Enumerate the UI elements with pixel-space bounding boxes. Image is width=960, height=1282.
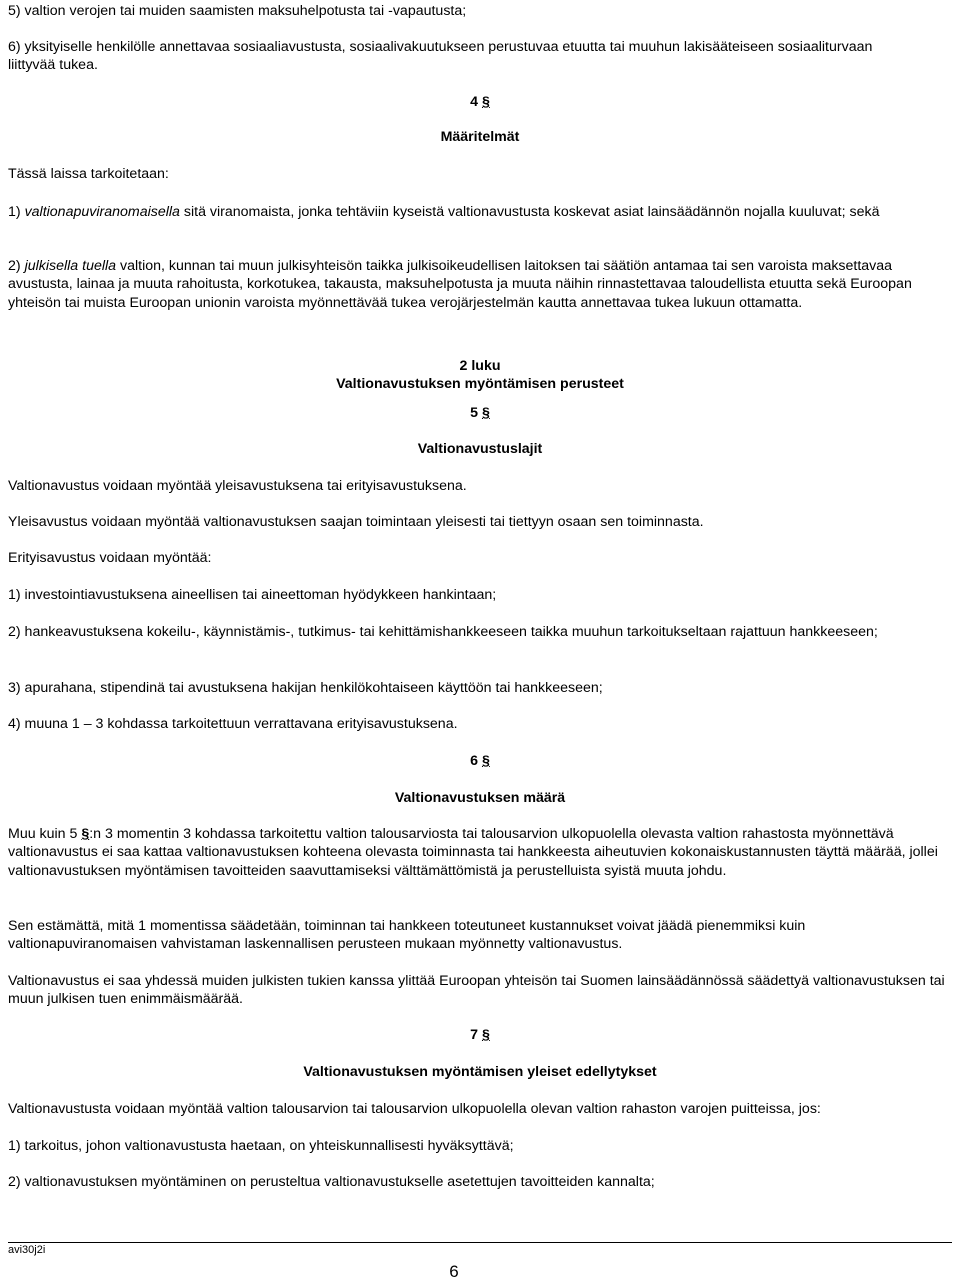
paragraph: Valtionavustus ei saa yhdessä muiden julkisten tukien kanssa ylittää Euroopan yhteisön tai Suomen lainsäädännössä säädettyä valtionavustuksen tai muun julkisen tuen enimmäismäärää.	[8, 973, 945, 1008]
section-number: 7 §	[470, 1027, 490, 1043]
section-symbol: §	[481, 405, 490, 421]
footer-divider	[8, 1242, 952, 1243]
list-item: 1) tarkoitus, johon valtionavustusta haetaan, on yhteiskunnallisesti hyväksyttävä;	[8, 1138, 514, 1154]
section-title: Valtionavustuksen myöntämisen yleiset edellytykset	[303, 1064, 657, 1080]
chapter-title: Valtionavustuksen myöntämisen perusteet	[336, 376, 624, 392]
paragraph: Muu kuin 5 §:n 3 momentin 3 kohdassa tarkoitettu valtion talousarviosta tai talousarvion ulkopuolella olevasta valtion rahastosta myönnettävä valtionavustus ei saa kattaa valtionavustuksen kohteena olevasta toiminnasta tai hankkeesta aiheutuvien kokonaiskustannusten täyttä määrää, jollei valtionavustuksen myöntämisen tavoitteiden saavuttamiseksi välttämättömistä ja perustelluista syistä muuta johdu.	[8, 826, 938, 879]
section-title: Määritelmät	[440, 129, 520, 145]
section-intro: Tässä laissa tarkoitetaan:	[8, 166, 169, 182]
paragraph: Yleisavustus voidaan myöntää valtionavustuksen saajan toimintaan yleisesti tai tiettyyn osaan sen toiminnasta.	[8, 514, 704, 530]
section-number: 4 §	[470, 94, 490, 110]
list-item: 1) investointiavustuksena aineellisen tai aineettoman hyödykkeen hankintaan;	[8, 587, 497, 603]
paragraph: Sen estämättä, mitä 1 momentissa säädetään, toiminnan tai hankkeen toteutuneet kustannukset voivat jäädä pienemmiksi kuin valtionapuviranomaisen vahvistaman laskennallisen perusteen mukaan myönnetty valtionavustus.	[8, 918, 806, 953]
defined-term: valtionapuviranomaisella	[24, 204, 180, 220]
paragraph: Erityisavustus voidaan myöntää:	[8, 550, 212, 566]
list-item: 5) valtion verojen tai muiden saamisten maksuhelpotusta tai -vapautusta;	[8, 3, 467, 19]
section-title: Valtionavustuksen määrä	[394, 790, 566, 806]
section-number: 5 §	[470, 405, 490, 421]
paragraph: Valtionavustus voidaan myöntää yleisavustuksena tai erityisavustuksena.	[8, 478, 467, 494]
list-item: 6) yksityiselle henkilölle annettavaa sosiaaliavustusta, sosiaalivakuutukseen perustuvaa etuutta tai muuhun lakisääteiseen sosiaaliturvaan liittyvää tukea.	[8, 39, 873, 74]
section-number: 6 §	[470, 753, 490, 769]
list-item: 2) hankeavustuksena kokeilu-, käynnistämis-, tutkimus- tai kehittämishankkeeseen taikka muuhun tarkoitukseltaan rajattuun hankkeeseen;	[8, 624, 878, 640]
page-number: 6	[449, 1262, 459, 1281]
defined-term: julkisella tuella	[24, 258, 117, 274]
section-symbol: §	[481, 94, 490, 110]
section-symbol: §	[481, 1027, 490, 1043]
list-item: 4) muuna 1 – 3 kohdassa tarkoitettuun verrattavana erityisavustuksena.	[8, 716, 458, 732]
paragraph: Valtionavustusta voidaan myöntää valtion talousarvion tai talousarvion ulkopuolella olevan valtion rahaston varojen puitteissa, jos:	[8, 1101, 821, 1117]
footer-document-code: avi30j2i	[8, 1244, 46, 1256]
definition-item: 1) valtionapuviranomaisella sitä viranomaista, jonka tehtäviin kyseistä valtionavustusta koskevat asiat lainsäädännön nojalla kuuluvat; sekä	[8, 204, 880, 220]
section-symbol: §	[481, 753, 490, 769]
list-item: 3) apurahana, stipendinä tai avustuksena hakijan henkilökohtaiseen käyttöön tai hankkeeseen;	[8, 680, 603, 696]
chapter-number: 2 luku	[459, 358, 501, 374]
section-symbol: §	[81, 826, 90, 842]
definition-item: 2) julkisella tuella valtion, kunnan tai muun julkisyhteisön taikka julkisoikeudellisen laitoksen tai säätiön antamaa tai sen varoista maksettavaa avustusta, lainaa ja muuta rahoitusta, korkotukea, takausta, maksuhelpotusta ja muuta näihin rinnastettavaa taloudellista etuutta sekä Euroopan yhteisön tai muista Euroopan unionin varoista myönnettävää tukea verojärjestelmän kautta annettavaa tukea lukuun ottamatta.	[8, 258, 912, 311]
list-item: 2) valtionavustuksen myöntäminen on perusteltua valtionavustukselle asetettujen tavoitteiden kannalta;	[8, 1174, 655, 1190]
section-title: Valtionavustuslajit	[417, 441, 543, 457]
